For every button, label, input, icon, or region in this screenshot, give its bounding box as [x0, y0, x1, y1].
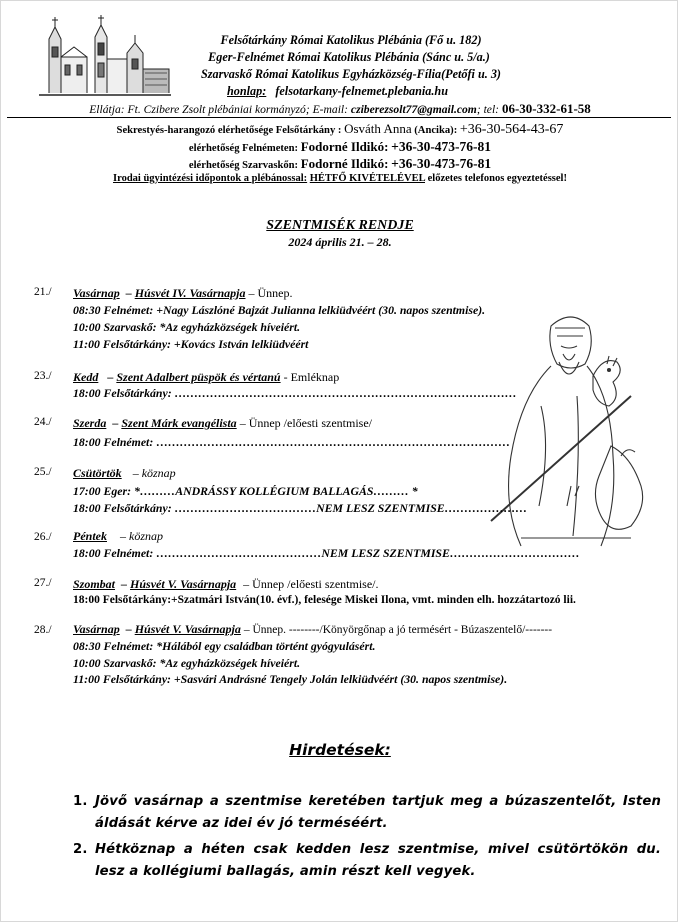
- announcements-title: Hirdetések:: [289, 741, 391, 759]
- feast-name: Húsvét V. Vasárnapja: [130, 577, 237, 591]
- contact-phone: +36-30-473-76-81: [391, 139, 492, 154]
- day-number: 28./: [34, 624, 52, 636]
- saint-mark-illustration: [481, 306, 661, 556]
- header-line-3: Szarvaskő Római Katolikus Egyházközség-Fília(Petőfi u. 3): [201, 67, 501, 81]
- homepage-line: [227, 84, 448, 99]
- mass-entry: 08:30 Felnémet: *Hálából egy családban történt gyógyulásért.: [73, 639, 376, 653]
- feast-rank: – Ünnep /előesti szentmise/.: [243, 577, 379, 591]
- church-logo: [35, 13, 175, 97]
- feast-name: Húsvét IV. Vasárnapja: [134, 286, 246, 300]
- mass-entry: 18:00 Felnémet: ……………………………………NEM LESZ SZENTMISE……………………………: [73, 546, 580, 560]
- phone-number: 06-30-332-61-58: [501, 101, 591, 116]
- day-name: Péntek: [73, 529, 107, 543]
- homepage-label: honlap:: [227, 84, 267, 98]
- feast-rank: – Ünnep.: [248, 286, 293, 300]
- header-line-2: Eger-Felnémet Római Katolikus Plébánia (Sánc u. 5/a.): [208, 50, 490, 64]
- office-text-3: előzetes telefonos egyeztetéssel!: [427, 173, 567, 184]
- day-heading: Szombat – Húsvét V. Vasárnapja – Ünnep /előesti szentmise/.: [73, 577, 379, 591]
- day-number: 27./: [34, 577, 52, 589]
- feast-rank: – Ünnep. --------/Könyörgőnap a jó termésért - Búzaszentelő/-------: [243, 624, 553, 636]
- feast-rank: – köznap: [132, 466, 176, 480]
- schedule-dates: 2024 április 21. – 28.: [288, 235, 392, 249]
- contact-note: (Ancika):: [414, 125, 458, 136]
- day-number: 25./: [34, 466, 52, 478]
- schedule-title: SZENTMISÉK RENDJE: [266, 218, 414, 233]
- contact-line-text: Ellátja: Ft. Czibere Zsolt plébániai kormányzó; E-mail:: [89, 103, 349, 116]
- tel-label: ; tel:: [476, 103, 500, 116]
- mass-entry: 10:00 Szarvaskő: *Az egyházközségek híveiért.: [73, 656, 301, 670]
- header-line-1: Felsőtárkány Római Katolikus Plébánia (Fő u. 182): [220, 33, 482, 47]
- mass-entry: 11:00 Felsőtárkány: +Sasvári Andrásné Tengely Jolán lelkiüdvéért (30. napos szentmise).: [73, 672, 508, 686]
- day-heading: [73, 529, 163, 544]
- day-heading: Szerda – Szent Márk evangélista – Ünnep /előesti szentmise/: [73, 416, 372, 430]
- mass-entry: 18:00 Felsőtárkány:+Szatmári István(10. évf.), felesége Miskei Ilona, vmt. minden elh. hozzátartozó lii.: [73, 594, 576, 606]
- feast-rank: - Emléknap: [283, 370, 340, 384]
- day-name: Kedd: [73, 370, 99, 384]
- day-heading: Kedd – Szent Adalbert püspök és vértanú - Emléknap: [73, 370, 340, 384]
- day-number: 23./: [34, 370, 52, 382]
- day-name: Csütörtök: [73, 466, 122, 480]
- header-divider: [7, 117, 671, 118]
- mass-entry: 08:30 Felnémet: +Nagy Lászlóné Bajzát Julianna lelkiüdvéért (30. napos szentmise).: [73, 303, 486, 317]
- contact-label: Sekrestyés-harangozó elérhetősége Felsőtárkány :: [116, 125, 342, 136]
- feast-rank: – köznap: [120, 529, 163, 543]
- day-number: 24./: [34, 416, 52, 428]
- contact-line: [1, 101, 678, 117]
- day-heading: Vasárnap – Húsvét IV. Vasárnapja – Ünnep.: [73, 286, 293, 300]
- contact-name: Osváth Anna: [344, 121, 412, 136]
- mass-entry: 18:00 Felsőtárkány: ……………………………………………………………………………: [73, 386, 517, 400]
- contact-phone: +36-30-564-43-67: [459, 122, 564, 137]
- mass-entry: 11:00 Felsőtárkány: +Kovács István lelkiüdvéért: [73, 337, 309, 351]
- mass-entry: 10:00 Szarvaskő: *Az egyházközségek híveiért.: [73, 320, 301, 334]
- contact-name: Fodorné Ildikó:: [300, 139, 389, 154]
- announcement-text: Jövő vasárnap a szentmise keretében tartjuk meg a búzaszentelőt, Isten áldását kérve az idei év jó terméséért.: [95, 794, 661, 831]
- day-name: Szombat: [73, 577, 116, 591]
- feast-name: Húsvét V. Vasárnapja: [134, 622, 241, 636]
- day-number: 21./: [34, 286, 52, 298]
- mass-entry: 18:00 Felnémet: ………………………………………………………………………………: [73, 435, 511, 449]
- email-link[interactable]: cziberezsolt77@gmail.com: [350, 103, 477, 116]
- announcement-item: [73, 839, 663, 885]
- contact-sexton: [1, 121, 678, 138]
- office-hours: [1, 173, 678, 184]
- feast-rank: – Ünnep /előesti szentmise/: [239, 416, 372, 430]
- announcement-number: 2.: [73, 842, 88, 857]
- office-text-1: Irodai ügyintézési időpontok a plébánossal:: [113, 173, 308, 184]
- contact-label: elérhetőség Felnémeten:: [188, 143, 299, 154]
- contact-phone: +36-30-473-76-81: [391, 156, 492, 171]
- announcement-number: 1.: [73, 794, 88, 809]
- contact-name: Fodorné Ildikó:: [300, 156, 389, 171]
- feast-name: Szent Adalbert püspök és vértanú: [116, 370, 281, 384]
- contact-label: elérhetőség Szarvaskőn:: [188, 160, 299, 171]
- announcement-text: Hétköznap a héten csak kedden lesz szentmise, mivel csütörtökön du. lesz a kollégiumi ballagás, amin részt kell vegyek.: [95, 842, 661, 879]
- day-name: Vasárnap: [73, 622, 120, 636]
- office-text-2: HÉTFŐ KIVÉTELÉVEL: [309, 173, 425, 184]
- mass-entry: 18:00 Felsőtárkány: ………………………………NEM LESZ SZENTMISE…………………: [73, 501, 528, 515]
- mass-entry: 17:00 Eger: *………ANDRÁSSY KOLLÉGIUM BALLAGÁS……… *: [73, 484, 418, 498]
- homepage-link[interactable]: felsotarkany-felnemet.plebania.hu: [275, 84, 448, 98]
- day-name: Vasárnap: [73, 286, 120, 300]
- day-heading: [73, 466, 176, 481]
- day-heading: Vasárnap – Húsvét V. Vasárnapja – Ünnep. --------/Könyörgőnap a jó termésért - Búzaszentelő/-------: [73, 622, 553, 636]
- contact-szarvasko: [1, 156, 678, 172]
- announcement-item: [73, 791, 663, 837]
- day-name: Szerda: [73, 416, 107, 430]
- contact-felnemet: [1, 139, 678, 155]
- feast-name: Szent Márk evangélista: [121, 416, 237, 430]
- day-number: 26./: [34, 531, 52, 543]
